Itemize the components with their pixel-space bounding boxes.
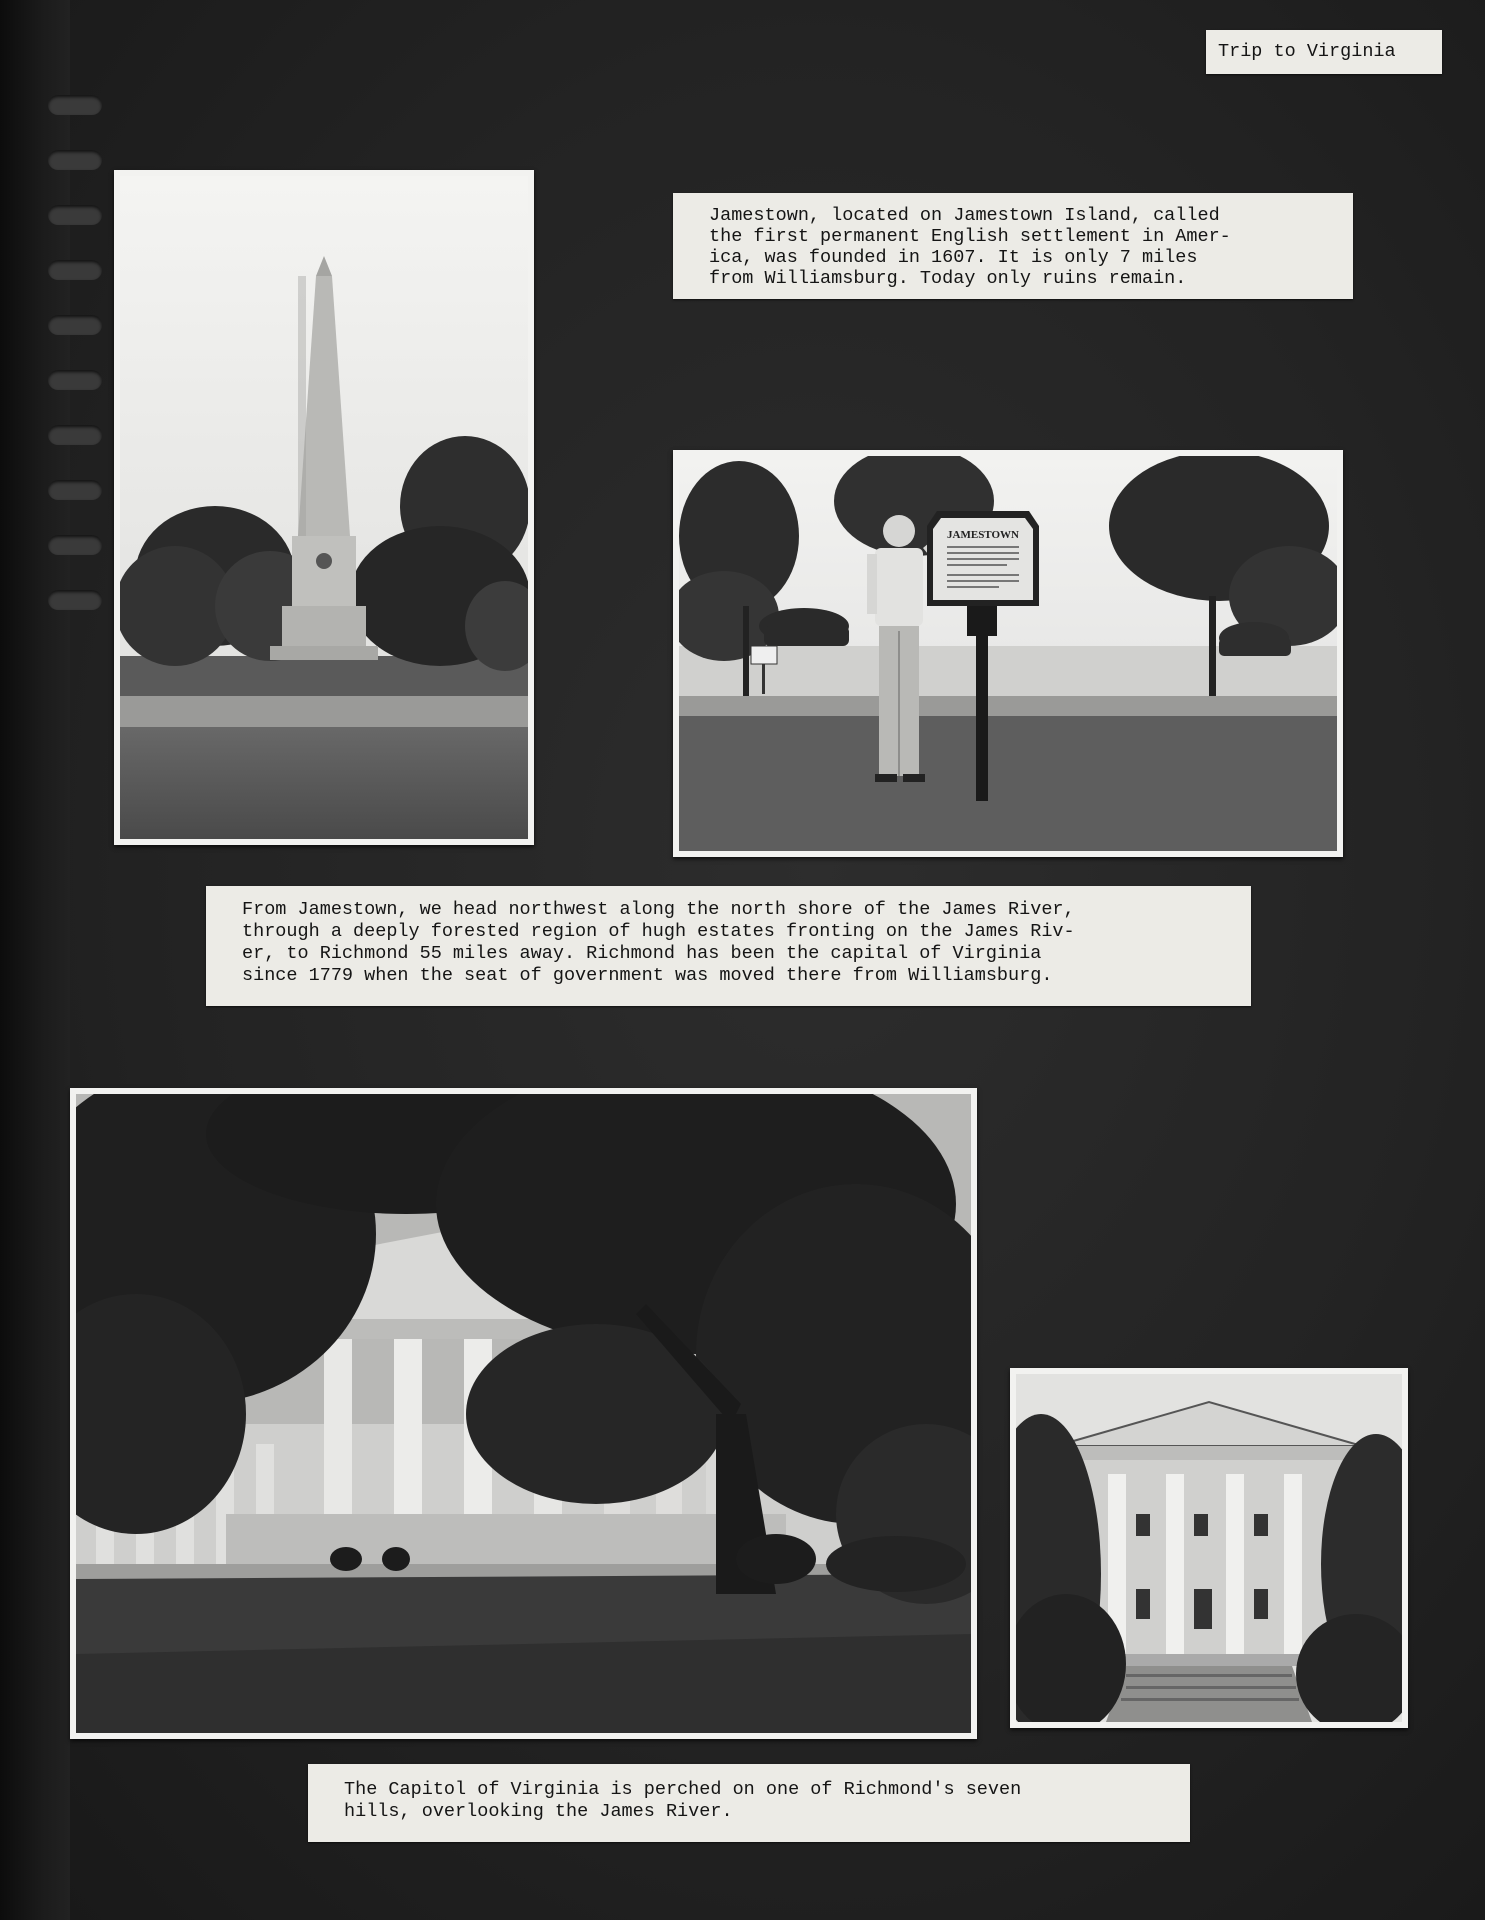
binding-hole <box>48 590 102 610</box>
binding-hole <box>48 205 102 225</box>
album-binding <box>0 0 70 1920</box>
page-title: Trip to Virginia <box>1218 41 1396 62</box>
binding-hole <box>48 370 102 390</box>
caption-line: hills, overlooking the James River. <box>344 1801 733 1822</box>
binding-hole <box>48 425 102 445</box>
capitol-trees-image <box>76 1094 971 1733</box>
binding-hole <box>48 95 102 115</box>
binding-hole <box>48 150 102 170</box>
caption-line: the first permanent English settlement in Amer- <box>709 226 1231 247</box>
sign-title: JAMESTOWN <box>947 529 1019 541</box>
binding-hole <box>48 535 102 555</box>
photo-jamestown-sign <box>673 450 1343 857</box>
caption-richmond <box>206 886 1251 1006</box>
monument-image <box>120 176 528 839</box>
caption-line: since 1779 when the seat of government was moved there from Williamsburg. <box>242 965 1053 986</box>
caption-line: Jamestown, located on Jamestown Island, called <box>709 205 1220 226</box>
caption-line: through a deeply forested region of hugh estates fronting on the James Riv- <box>242 921 1075 942</box>
caption-line: ica, was founded in 1607. It is only 7 miles <box>709 247 1198 268</box>
caption-jamestown <box>673 193 1353 299</box>
binding-hole <box>48 260 102 280</box>
photo-capitol-portico <box>1010 1368 1408 1728</box>
caption-line: From Jamestown, we head northwest along the north shore of the James River, <box>242 899 1075 920</box>
capitol-portico-image <box>1016 1374 1402 1722</box>
jamestown-sign-image <box>679 456 1337 851</box>
caption-capitol <box>308 1764 1190 1842</box>
binding-hole <box>48 315 102 335</box>
caption-line: er, to Richmond 55 miles away. Richmond has been the capital of Virginia <box>242 943 1042 964</box>
page-title-label <box>1206 30 1442 74</box>
photo-capitol-trees <box>70 1088 977 1739</box>
photo-monument <box>114 170 534 845</box>
caption-line: from Williamsburg. Today only ruins remain. <box>709 268 1187 289</box>
binding-hole <box>48 480 102 500</box>
caption-line: The Capitol of Virginia is perched on one of Richmond's seven <box>344 1779 1022 1800</box>
